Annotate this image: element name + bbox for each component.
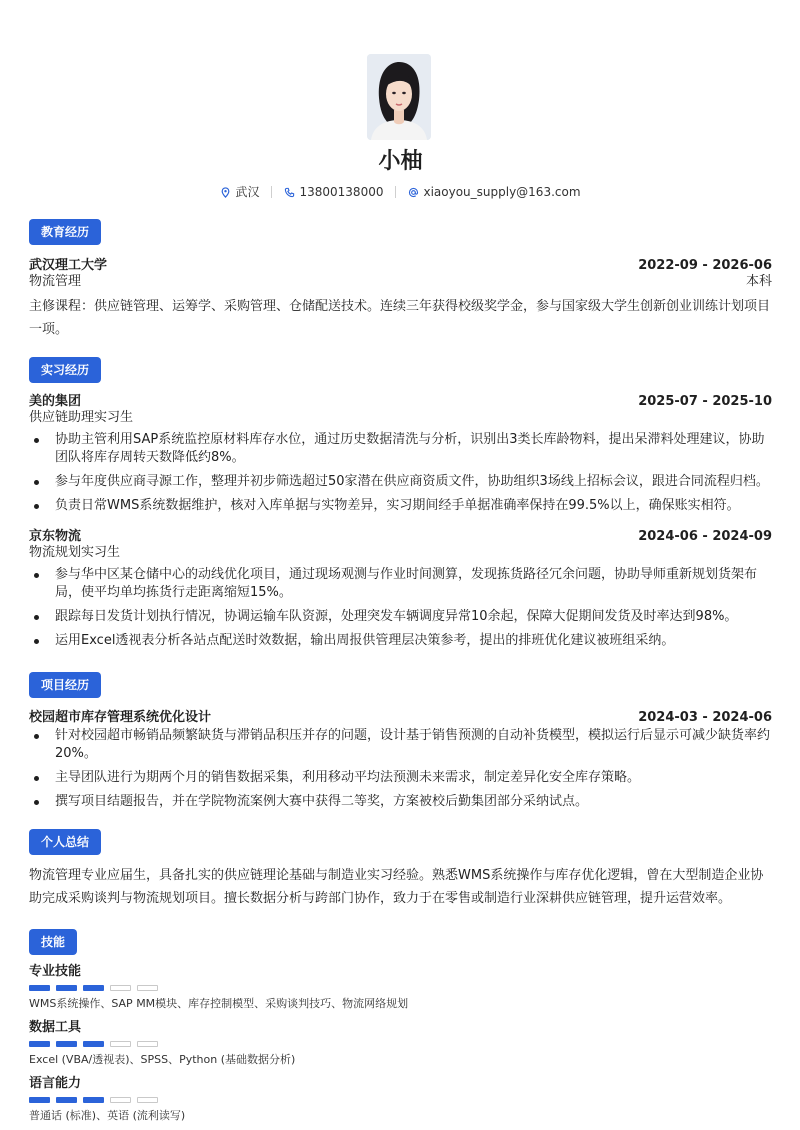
company-name: 美的集团 — [29, 394, 82, 409]
contact-email — [408, 183, 580, 201]
list-item: 运用Excel透视表分析各站点配送时效数据，输出周报供管理层决策参考，提出的排班优化建议被班组采纳。 — [29, 632, 772, 650]
list-item: 负责日常WMS系统数据维护，核对入库单据与实物差异，实习期间经手单据准确率保持在99.5%以上，确保账实相符。 — [29, 497, 772, 515]
skill-level-segment-empty — [110, 1097, 131, 1103]
list-item: 参与年度供应商寻源工作，整理并初步筛选超过50家潜在供应商资质文件，协助组织3场线上招标会议，跟进合同流程归档。 — [29, 473, 772, 491]
skill-level-segment-filled — [83, 1041, 104, 1047]
skill-level-bar — [29, 1097, 772, 1103]
internship-header — [29, 525, 772, 544]
skill-level-segment-empty — [137, 1097, 158, 1103]
internship-bullets — [29, 431, 772, 515]
skill-level-segment-empty — [137, 985, 158, 991]
contact-phone — [284, 183, 383, 201]
section-badge-project: 项目经历 — [29, 672, 101, 698]
skill-level-segment-filled — [56, 985, 77, 991]
list-item: 撰写项目结题报告，并在学院物流案例大赛中获得二等奖，方案被校后勤集团部分采纳试点。 — [29, 793, 772, 811]
project-bullets — [29, 727, 772, 811]
skill-description: 普通话 (标准)、英语 (流利读写) — [29, 1109, 186, 1122]
internship-period: 2025-07 - 2025-10 — [638, 394, 772, 409]
phone-text: 13800138000 — [299, 185, 384, 199]
list-item: 参与华中区某仓储中心的动线优化项目，通过现场观测与作业时间测算，发现拣货路径冗余问题，协助导师重新规划货架布局，使平均单均拣货行走距离缩短15%。 — [29, 566, 772, 602]
internship-section — [29, 357, 772, 656]
education-subheader — [29, 273, 772, 291]
company-name: 京东物流 — [29, 529, 82, 544]
skill-title: 专业技能 — [29, 964, 82, 979]
location-text: 武汉 — [235, 185, 260, 199]
education-period: 2022-09 - 2026-06 — [638, 258, 772, 273]
internship-period: 2024-06 - 2024-09 — [638, 529, 772, 544]
internship-role: 供应链助理实习生 — [29, 410, 134, 425]
at-sign-icon — [408, 187, 419, 198]
contact-line — [29, 183, 772, 201]
skill-level-segment-filled — [56, 1041, 77, 1047]
phone-icon — [284, 187, 295, 198]
skill-level-segment-empty — [110, 1041, 131, 1047]
contact-divider — [271, 186, 272, 198]
internship-role: 物流规划实习生 — [29, 545, 121, 560]
skill-level-bar — [29, 1041, 772, 1047]
skill-level-segment-empty — [110, 985, 131, 991]
education-degree: 本科 — [745, 274, 772, 289]
skill-level-segment-filled — [56, 1097, 77, 1103]
skill-level-segment-filled — [29, 985, 50, 991]
skill-level-segment-filled — [83, 1097, 104, 1103]
avatar-illustration — [367, 54, 431, 140]
skill-level-bar — [29, 985, 772, 991]
contact-location — [220, 183, 259, 201]
contact-divider — [395, 186, 396, 198]
email-text: xiaoyou_supply@163.com — [423, 185, 581, 199]
skill-title: 语言能力 — [29, 1076, 82, 1091]
education-header — [29, 254, 772, 273]
education-major: 物流管理 — [29, 274, 82, 289]
list-item: 协助主管利用SAP系统监控原材料库存水位，通过历史数据清洗与分析，识别出3类长库龄物料，提出呆滞料处理建议，协助团队将库存周转天数降低约8%。 — [29, 431, 772, 467]
skill-title: 数据工具 — [29, 1020, 82, 1035]
skill-description: Excel (VBA/透视表)、SPSS、Python (基础数据分析) — [29, 1053, 296, 1066]
project-section — [29, 672, 772, 817]
list-item: 跟踪每日发货计划执行情况，协调运输车队资源，处理突发车辆调度异常10余起，保障大促期间发货及时率达到98%。 — [29, 608, 772, 626]
skill-level-segment-empty — [137, 1041, 158, 1047]
education-description: 主修课程：供应链管理、运筹学、采购管理、仓储配送技术。连续三年获得校级奖学金，参与国家级大学生创新创业训练计划项目一项。 — [29, 299, 771, 337]
skill-group — [29, 963, 772, 1012]
internship-bullets — [29, 566, 772, 650]
project-period: 2024-03 - 2024-06 — [638, 710, 772, 725]
avatar — [367, 54, 431, 140]
skill-level-segment-filled — [29, 1097, 50, 1103]
location-pin-icon — [220, 187, 231, 198]
section-badge-education: 教育经历 — [29, 219, 101, 245]
education-section — [29, 219, 772, 341]
skills-section — [29, 929, 772, 1124]
skill-description: WMS系统操作、SAP MM模块、库存控制模型、采购谈判技巧、物流网络规划 — [29, 997, 409, 1010]
school-name: 武汉理工大学 — [29, 258, 108, 273]
list-item: 针对校园超市畅销品频繁缺货与滞销品积压并存的问题，设计基于销售预测的自动补货模型，模拟运行后显示可减少缺货率约20%。 — [29, 727, 772, 763]
summary-text: 物流管理专业应届生，具备扎实的供应链理论基础与制造业实习经验。熟悉WMS系统操作与库存优化逻辑，曾在大型制造企业协助完成采购谈判与物流规划项目。擅长数据分析与跨部门协作，致力于在零售或制造行业深耕供应链管理，提升运营效率。 — [29, 868, 764, 906]
skill-level-segment-filled — [29, 1041, 50, 1047]
section-badge-skills: 技能 — [29, 929, 77, 955]
internship-entry — [29, 390, 772, 515]
skill-group — [29, 1075, 772, 1124]
candidate-name: 小柚 — [378, 149, 423, 174]
section-badge-summary: 个人总结 — [29, 829, 101, 855]
section-badge-internship: 实习经历 — [29, 357, 101, 383]
list-item: 主导团队进行为期两个月的销售数据采集，利用移动平均法预测未来需求，制定差异化安全库存策略。 — [29, 769, 772, 787]
skill-level-segment-filled — [83, 985, 104, 991]
project-name: 校园超市库存管理系统优化设计 — [29, 710, 212, 725]
skill-group — [29, 1019, 772, 1068]
internship-header — [29, 390, 772, 409]
project-header — [29, 706, 772, 725]
summary-section — [29, 829, 772, 910]
internship-entry — [29, 525, 772, 650]
